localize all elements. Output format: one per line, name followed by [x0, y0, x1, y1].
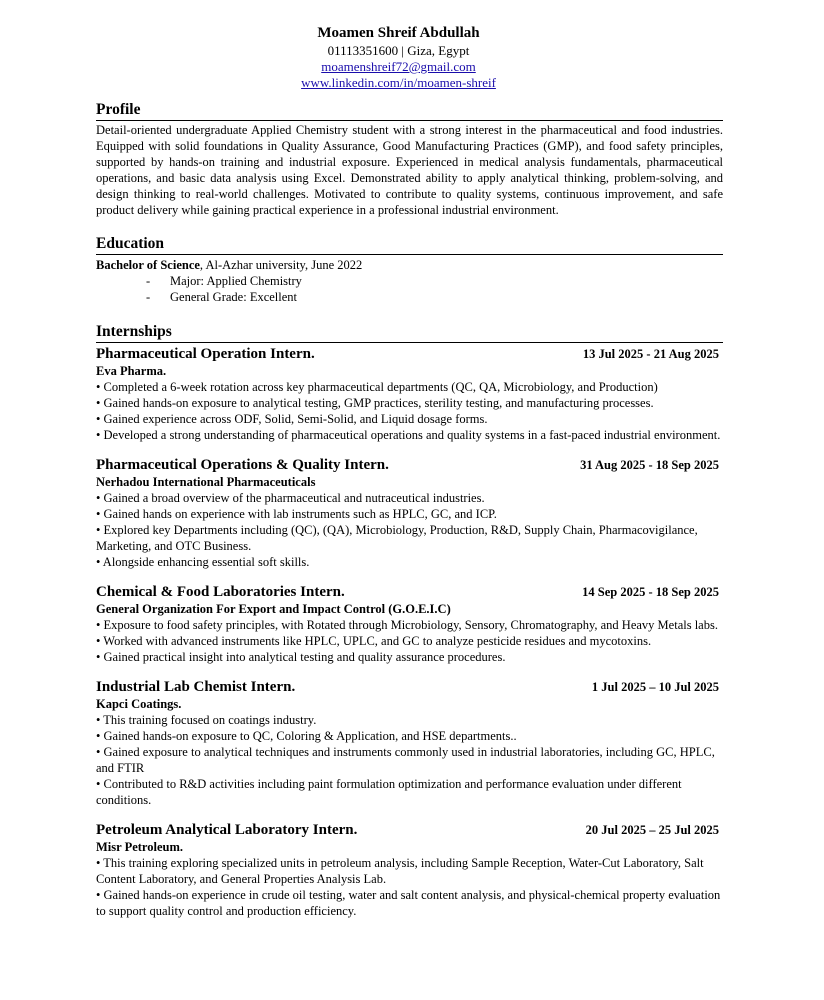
internship-entry: [96, 456, 723, 570]
internship-dates: 13 Jul 2025 - 21 Aug 2025: [582, 347, 719, 361]
internship-company: Eva Pharma.: [96, 364, 167, 378]
list-item: • Gained a broad overview of the pharmaceutical and nutraceutical industries.: [96, 491, 485, 505]
list-item: • Gained exposure to analytical techniques and instruments commonly used in industrial laboratories, including GC, HPLC, and FTIR: [96, 745, 715, 775]
internship-title: Industrial Lab Chemist Intern.: [96, 679, 296, 695]
internship-title: Petroleum Analytical Laboratory Intern.: [96, 822, 358, 838]
list-item: - General Grade: Excellent: [146, 290, 298, 304]
list-item: • Worked with advanced instruments like HPLC, UPLC, and GC to analyze pesticide residues and mycotoxins.: [96, 634, 652, 648]
list-item: • Exposure to food safety principles, with Rotated through Microbiology, Sensory, Chromatography, and Heavy Metals labs.: [96, 618, 718, 632]
contact-line: 01113351600 | Giza, Egypt: [327, 43, 470, 58]
list-item: • Completed a 6-week rotation across key pharmaceutical departments (QC, QA, Microbiology, and Production): [96, 380, 658, 394]
education-degree-line: [96, 257, 723, 273]
profile-heading: Profile: [96, 101, 723, 121]
internship-company: Nerhadou International Pharmaceuticals: [96, 475, 316, 489]
list-item: • Explored key Departments including (QC), (QA), Microbiology, Production, R&D, Supply Chain, Pharmacovigilance, Marketing, and OTC Business.: [96, 523, 698, 553]
candidate-name: Moamen Shreif Abdullah: [317, 25, 480, 41]
internship-company: General Organization For Export and Impact Control (G.O.E.I.C): [96, 602, 451, 616]
list-item: • Gained hands-on exposure to analytical testing, GMP practices, sterility testing, and manufacturing processes.: [96, 396, 654, 410]
internship-bullets: [96, 712, 723, 808]
list-item: • Gained hands-on experience in crude oil testing, water and salt content analysis, and physical-chemical property evaluation to support quality control and production efficiency.: [96, 888, 721, 918]
internship-dates: 1 Jul 2025 – 10 Jul 2025: [591, 680, 719, 694]
resume-header: [85, 24, 712, 91]
internship-entry: [96, 583, 723, 665]
internship-title: Chemical & Food Laboratories Intern.: [96, 584, 345, 600]
internship-company: Misr Petroleum.: [96, 840, 184, 854]
education-heading: Education: [96, 235, 723, 255]
list-item: • Alongside enhancing essential soft skills.: [96, 555, 310, 569]
list-item: • Gained experience across ODF, Solid, Semi-Solid, and Liquid dosage forms.: [96, 412, 488, 426]
internship-company: Kapci Coatings.: [96, 697, 182, 711]
internship-bullets: [96, 379, 723, 443]
internship-bullets: [96, 490, 723, 570]
internship-title: Pharmaceutical Operations & Quality Intern.: [96, 457, 389, 473]
list-item: • This training focused on coatings industry.: [96, 713, 317, 727]
email-link[interactable]: moamenshreif72@gmail.com: [321, 59, 476, 74]
list-item: - Major: Applied Chemistry: [146, 274, 302, 288]
list-item: • Developed a strong understanding of pharmaceutical operations and quality systems in a fast-paced industrial environment.: [96, 428, 721, 442]
internship-bullets: [96, 855, 723, 919]
internship-bullets: [96, 617, 723, 665]
profile-text: Detail-oriented undergraduate Applied Chemistry student with a strong interest in the pharmaceutical and food industries. Equipped with solid foundations in Quality Assurance, Good Manufacturing Practices (GMP), and food safety principles, supported by hands-on training and industrial exposure. Experienced in medical analysis fundamentals, pharmaceutical operations, and basic data analysis using Excel. Demonstrated ability to apply analytical thinking, problem-solving, and design thinking to real-world challenges. Motivated to contribute to quality systems, continuous improvement, and safe product delivery while gaining practical experience in a professional industrial environment.: [96, 123, 723, 217]
list-item: • Gained hands on experience with lab instruments such as HPLC, GC, and ICP.: [96, 507, 497, 521]
degree-detail: , Al-Azhar university, June 2022: [199, 258, 363, 272]
education-details-list: [96, 273, 723, 305]
internship-entry: [96, 678, 723, 808]
internship-dates: 31 Aug 2025 - 18 Sep 2025: [580, 458, 719, 472]
linkedin-link[interactable]: www.linkedin.com/in/moamen-shreif: [301, 75, 496, 90]
list-item: • This training exploring specialized units in petroleum analysis, including Sample Reception, Water-Cut Laboratory, Salt Content Laboratory, and General Properties Analysis Lab.: [96, 856, 704, 886]
list-item: • Gained practical insight into analytical testing and quality assurance procedures.: [96, 650, 506, 664]
list-item: • Gained hands-on exposure to QC, Coloring & Application, and HSE departments..: [96, 729, 517, 743]
list-item: • Contributed to R&D activities including paint formulation optimization and performance evaluation under different conditions.: [96, 777, 682, 807]
resume-page: [96, 24, 723, 929]
degree-name: Bachelor of Science: [96, 258, 200, 272]
internship-entry: [96, 345, 723, 443]
internships-heading: Internships: [96, 323, 723, 343]
internship-title: Pharmaceutical Operation Intern.: [96, 346, 315, 362]
internship-entry: [96, 821, 723, 919]
internship-dates: 20 Jul 2025 – 25 Jul 2025: [585, 823, 719, 837]
internship-dates: 14 Sep 2025 - 18 Sep 2025: [582, 585, 719, 599]
